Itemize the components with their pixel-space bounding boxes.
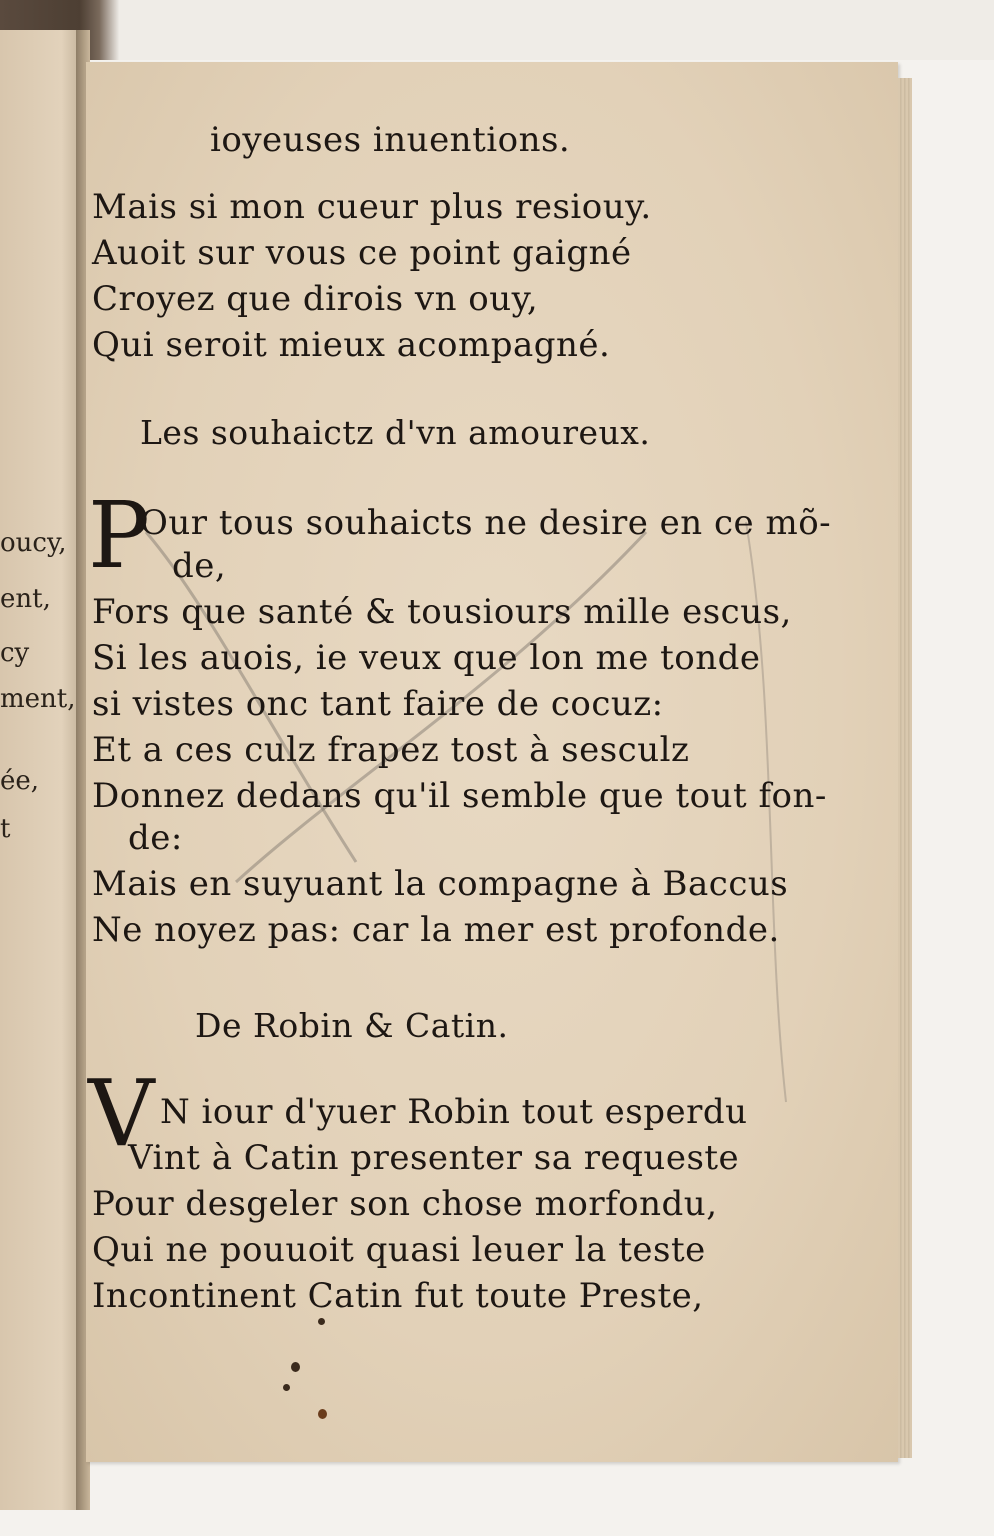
poem-line: Donnez dedans qu'il semble que tout fon- (92, 776, 827, 816)
poem-title: Les souhaictz d'vn amoureux. (140, 413, 651, 452)
poem-line: de, (172, 546, 227, 586)
stanza1-line: Mais si mon cueur plus resiouy. (92, 187, 652, 227)
ink-spot (283, 1384, 290, 1391)
poem-title: De Robin & Catin. (195, 1006, 509, 1045)
stanza1-line: Auoit sur vous ce point gaigné (92, 233, 632, 273)
poem-line: Mais en suyuant la compagne à Baccus (92, 864, 789, 904)
poem-line: Pour desgeler son chose morfondu, (92, 1184, 718, 1224)
left-page-edge (0, 30, 88, 1510)
poem-line: Si les auois, ie veux que lon me tonde (92, 638, 761, 678)
book-binding (0, 0, 994, 60)
running-head: ioyeuses inuentions. (210, 120, 571, 160)
left-fragment: ment, (0, 684, 76, 714)
ink-spot (318, 1409, 327, 1419)
drop-cap: V (88, 1060, 155, 1167)
left-fragment: ée, (0, 766, 40, 796)
poem-line: Vint à Catin presenter sa requeste (128, 1138, 740, 1178)
page-stack-edge (898, 78, 912, 1458)
left-fragment: t (0, 814, 11, 844)
poem-line: Qui ne pouuoit quasi leuer la teste (92, 1230, 706, 1270)
poem-line: Et a ces culz frapez tost à sesculz (92, 730, 690, 770)
left-fragment: oucy, (0, 528, 67, 558)
poem-line: N iour d'yuer Robin tout esperdu (160, 1092, 748, 1132)
left-fragment: ent, (0, 584, 51, 614)
poem-line: Fors que santé & tousiours mille escus, (92, 592, 792, 632)
left-fragment: cy (0, 638, 30, 668)
ink-spot (291, 1362, 300, 1372)
poem-line: si vistes onc tant faire de cocuz: (92, 684, 664, 724)
stanza1-line: Croyez que dirois vn ouy, (92, 279, 539, 319)
stanza1-line: Qui seroit mieux acompagné. (92, 325, 611, 365)
ink-spot (318, 1318, 325, 1325)
poem-line: Our tous souhaicts ne desire en ce mõ- (140, 503, 832, 543)
poem-line: Ne noyez pas: car la mer est profonde. (92, 910, 780, 950)
poem-line: de: (128, 818, 183, 858)
drop-cap: P (88, 482, 150, 589)
poem-line: Incontinent Catin fut toute Preste, (92, 1276, 704, 1316)
